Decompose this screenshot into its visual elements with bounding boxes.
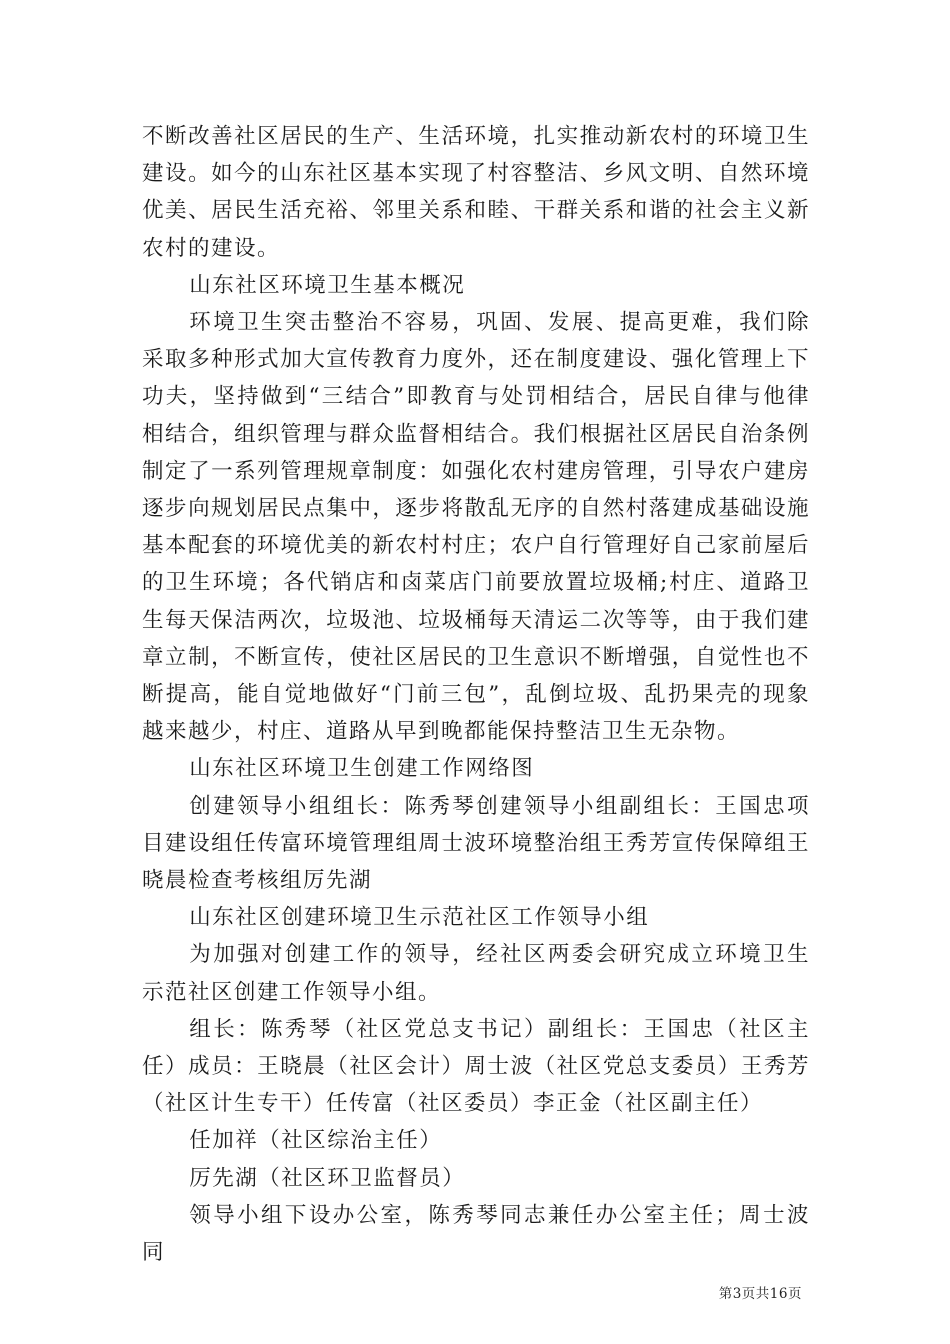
paragraph-network: 创建领导小组组长：陈秀琴创建领导小组副组长：王国忠项目建设组任传富环境管理组周士波环境整治组王秀芳宣传保障组王晓晨检查考核组厉先湖 [142,793,810,894]
paragraph-leading-group: 为加强对创建工作的领导，经社区两委会研究成立环境卫生示范社区创建工作领导小组。 [142,942,810,1005]
section-heading-network: 山东社区环境卫生创建工作网络图 [189,756,535,782]
paragraph-member-ren: 任加祥（社区综治主任） [189,1128,443,1154]
paragraph-intro-continuation: 不断改善社区居民的生产、生活环境，扎实推动新农村的环境卫生建设。如今的山东社区基本实现了村容整洁、乡风文明、自然环境优美、居民生活充裕、邻里关系和睦、干群关系和谐的社会主义新农村的建设。 [142,124,810,261]
paragraph-overview: 环境卫生突击整治不容易，巩固、发展、提高更难，我们除采取多种形式加大宣传教育力度外，还在制度建设、强化管理上下功夫，坚持做到“三结合”即教育与处罚相结合，居民自律与他律相结合，组织管理与群众监督相结合。我们根据社区居民自治条例制定了一系列管理规章制度：如强化农村建房管理，引导农户建房逐步向规划居民点集中，逐步将散乱无序的自然村落建成基础设施基本配套的环境优美的新农村村庄；农户自行管理好自己家前屋后的卫生环境；各代销店和卤菜店门前要放置垃圾桶;村庄、道路卫生每天保洁两次，垃圾池、垃圾桶每天清运二次等等，由于我们建章立制，不断宣传，使社区居民的卫生意识不断增强，自觉性也不断提高，能自觉地做好“门前三包”，乱倒垃圾、乱扔果壳的现象越来越少，村庄、道路从早到晚都能保持整洁卫生无杂物。 [142,310,810,745]
paragraph-member-li: 厉先湖（社区环卫监督员） [189,1165,466,1191]
section-heading-leading-group: 山东社区创建环境卫生示范社区工作领导小组 [189,905,650,931]
document-body [142,118,810,1271]
paragraph-members: 组长：陈秀琴（社区党总支书记）副组长：王国忠（社区主任）成员：王晓晨（社区会计）周士波（社区党总支委员）王秀芳（社区计生专干）任传富（社区委员）李正金（社区副主任） [142,1016,810,1117]
page-number: 第3页共16页 [718,1286,802,1302]
section-heading-overview: 山东社区环境卫生基本概况 [189,272,466,298]
paragraph-office: 领导小组下设办公室，陈秀琴同志兼任办公室主任；周士波同 [142,1202,810,1266]
